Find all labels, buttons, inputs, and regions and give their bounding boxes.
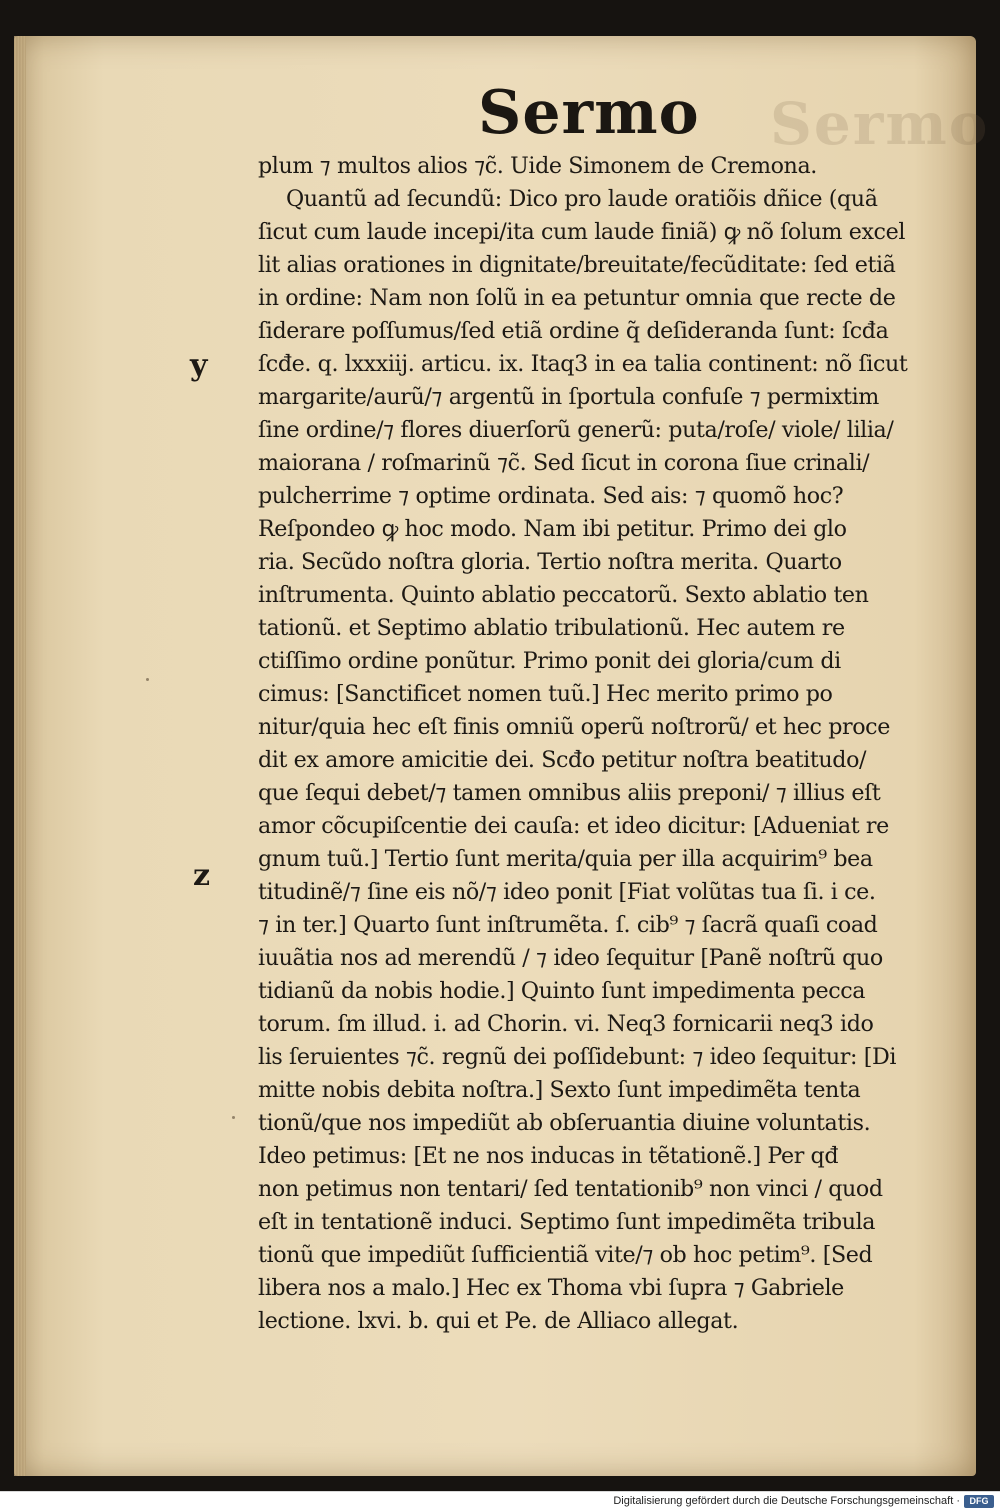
show-through-text: Sermo — [770, 90, 990, 158]
text-line: gnum tuũ.] Tertio ſunt merita/quia per illa acquirim⁹ bea — [258, 846, 873, 872]
footer-bar — [0, 1491, 1000, 1512]
running-headline: Sermo — [478, 78, 700, 148]
text-line: ctiſſimo ordine ponũtur. Primo ponit dei gloria/cum di — [258, 648, 841, 674]
text-line: tionũ que impediũt ſufficientiã vite/⁊ ob hoc petim⁹. [Sed — [258, 1242, 873, 1268]
text-line: ria. Secũdo noſtra gloria. Tertio noſtra merita. Quarto — [258, 549, 842, 575]
text-line: in ordine: Nam non ſolũ in ea petuntur omnia que recte de — [258, 285, 896, 311]
text-line: cimus: [Sanctificet nomen tuũ.] Hec merito primo po — [258, 681, 833, 707]
text-line: lectione. lxvi. b. qui et Pe. de Alliaco allegat. — [258, 1308, 739, 1334]
body-text — [258, 150, 948, 1338]
text-line: que ſequi debet/⁊ tamen omnibus aliis preponi/ ⁊ illius eſt — [258, 780, 881, 806]
text-line: inſtrumenta. Quinto ablatio peccatorũ. Sexto ablatio ten — [258, 582, 869, 608]
text-line: maiorana / roſmarinũ ⁊c̃. Sed ſicut in corona ſiue crinali/ — [258, 450, 870, 476]
text-line: ſine ordine/⁊ flores diuerſorũ generũ: puta/roſe/ viole/ lilia/ — [258, 417, 894, 443]
text-line: iuuãtia nos ad merendũ / ⁊ ideo ſequitur [Panẽ noſtrũ quo — [258, 945, 883, 971]
funding-credit: Digitalisierung gefördert durch die Deutsche Forschungsgemeinschaft · — [613, 1495, 960, 1507]
text-line: margarite/aurũ/⁊ argentũ in ſportula confuſe ⁊ permixtim — [258, 384, 879, 410]
text-line: dit ex amore amicitie dei. Scđo petitur noſtra beatitudo/ — [258, 747, 867, 773]
text-line: eſt in tentationẽ induci. Septimo ſunt impedimẽta tribula — [258, 1209, 876, 1235]
text-line: ſicut cum laude incepi/ita cum laude finiã) ꝙ nõ ſolum excel — [258, 219, 906, 245]
text-line: ⁊ in ter.] Quarto ſunt inſtrumẽta. ſ. cib⁹ ⁊ ſacrã quaſi coad — [258, 912, 878, 938]
text-line: lis ſeruientes ⁊c̃. regnũ dei poſſidebunt: ⁊ ideo ſequitur: [Di — [258, 1044, 897, 1070]
text-line: Quantũ ad ſecundũ: Dico pro laude oratiõis dñice (quã — [286, 186, 878, 212]
text-line: tionũ/que nos impediũt ab obſeruantia diuine voluntatis. — [258, 1110, 871, 1136]
text-line: ſcđe. q. lxxxiij. articu. ix. Itaq3 in ea talia continent: nõ ſicut — [258, 351, 908, 377]
text-line: titudinẽ/⁊ ſine eis nõ/⁊ ideo ponit [Fiat volũtas tua ſi. i ce. — [258, 879, 876, 905]
page-edge — [14, 36, 26, 1476]
signature-mark-z: z — [193, 858, 211, 893]
text-line: Reſpondeo ꝙ hoc modo. Nam ibi petitur. Primo dei glo — [258, 516, 847, 542]
signature-mark-y: y — [190, 348, 208, 383]
text-line: lit alias orationes in dignitate/breuitate/fecũditate: ſed etiã — [258, 252, 896, 278]
text-line: non petimus non tentari/ ſed tentationib⁹ non vinci / quod — [258, 1176, 883, 1202]
paper-speck — [232, 1116, 235, 1119]
dfg-logo: DFG — [964, 1495, 994, 1508]
paper-speck — [146, 678, 149, 681]
text-line: mitte nobis debita noſtra.] Sexto ſunt impedimẽta tenta — [258, 1077, 861, 1103]
text-line: libera nos a malo.] Hec ex Thoma vbi ſupra ⁊ Gabriele — [258, 1275, 844, 1301]
text-line: amor cõcupiſcentie dei cauſa: et ideo dicitur: [Adueniat re — [258, 813, 889, 839]
text-line: nitur/quia hec eſt finis omniũ operũ noſtrorũ/ et hec proce — [258, 714, 890, 740]
text-line: tidianũ da nobis hodie.] Quinto ſunt impedimenta pecca — [258, 978, 866, 1004]
text-line: ſiderare poſſumus/ſed etiã ordine q̃ deſideranda ſunt: ſcđa — [258, 318, 889, 344]
text-line: Ideo petimus: [Et ne nos inducas in tẽtationẽ.] Per qđ — [258, 1143, 839, 1169]
text-line: torum. ſm illud. i. ad Chorin. vi. Neq3 fornicarii neq3 ido — [258, 1011, 874, 1037]
text-line: pulcherrime ⁊ optime ordinata. Sed ais: ⁊ quomõ hoc? — [258, 483, 844, 509]
text-line: tationũ. et Septimo ablatio tribulationũ. Hec autem re — [258, 615, 845, 641]
text-line: plum ⁊ multos alios ⁊c̃. Uide Simonem de Cremona. — [258, 153, 817, 179]
